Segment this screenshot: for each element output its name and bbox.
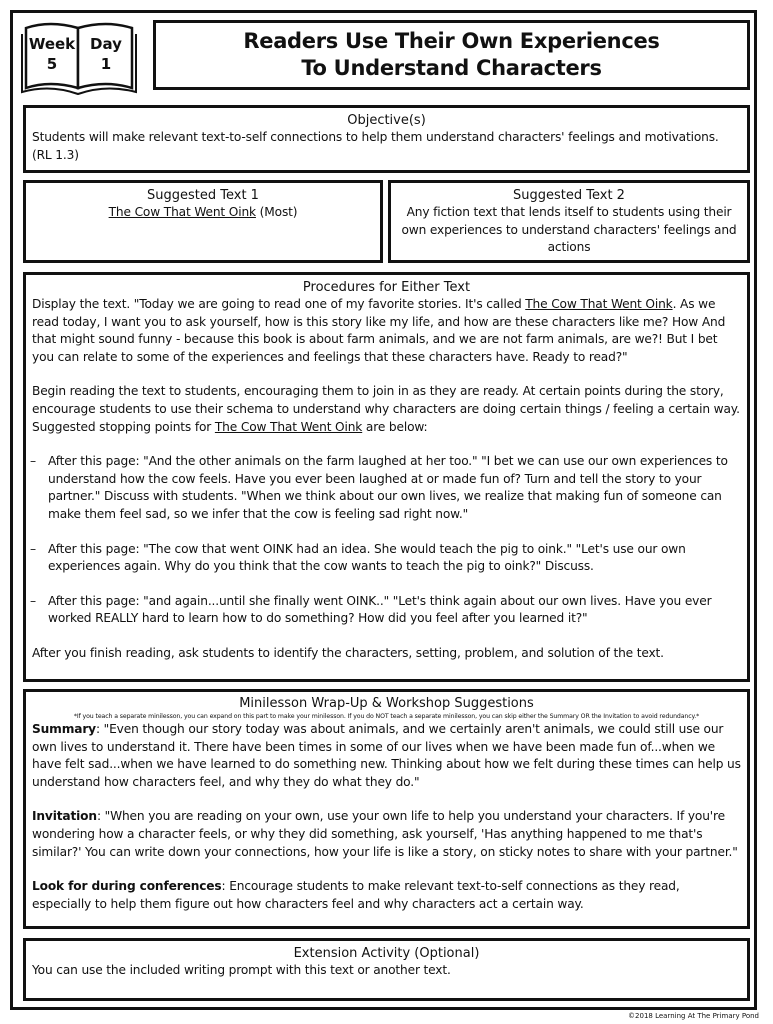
extension-heading: Extension Activity (Optional) xyxy=(293,946,480,961)
bullet-dash: – xyxy=(30,541,36,556)
stopping-point-2-text: After this page: "The cow that went OINK had an idea. She would teach the pig to oink." "Let's use our own experiences again. Why do you think that the cow wants to teach the pig to oink?" Discuss. xyxy=(48,541,686,574)
p1-text-b: . As we read today, I want you to ask yourself, how is this story like my life, and how are these characters like me? How And that might sound funny - because this book is about farm animals, and we are not farm animals, are we?! But I bet you can relate to some of the experiences and feelings that these characters have. Ready to read?" xyxy=(32,297,726,364)
week-value: 5 xyxy=(46,55,58,73)
suggested-text-1-title: The Cow That Went Oink xyxy=(108,205,256,219)
procedures-box xyxy=(23,272,750,682)
bullet-dash: – xyxy=(30,454,36,469)
suggested-text-2-text: Any fiction text that lends itself to students using their own experiences to understand characters' feelings and actions xyxy=(401,205,737,255)
spacer xyxy=(26,366,747,383)
invitation-paragraph xyxy=(26,808,747,861)
conferences-paragraph xyxy=(26,878,747,913)
suggested-text-2-box xyxy=(388,180,750,263)
suggested-text-1-box xyxy=(23,180,383,263)
stopping-point-2 xyxy=(26,541,747,576)
objective-heading: Objective(s) xyxy=(347,113,426,128)
spacer xyxy=(26,524,747,541)
p1-text-a: Display the text. "Today we are going to read one of my favorite stories. It's called xyxy=(32,297,526,311)
spacer xyxy=(26,576,747,593)
p2-text-a: Begin reading the text to students, encouraging them to join in as they are ready. At certain points during the story, encourage students to use their schema to understand why characters are doing certain things / feeling a certain way. Suggested stopping points for xyxy=(32,384,740,434)
extension-box xyxy=(23,938,750,1001)
spacer xyxy=(26,436,747,453)
stopping-point-1 xyxy=(26,453,747,523)
stopping-point-3 xyxy=(26,593,747,628)
day-value: 1 xyxy=(100,55,112,73)
spacer xyxy=(26,861,747,878)
day-label-block xyxy=(80,34,132,74)
extension-text: You can use the included writing prompt with this text or another text. xyxy=(32,963,451,977)
procedures-paragraph-2 xyxy=(26,383,747,436)
title-line-1: Readers Use Their Own Experiences xyxy=(243,29,660,53)
objective-box xyxy=(23,105,750,173)
procedures-paragraph-1 xyxy=(26,296,747,366)
suggested-text-1-heading: Suggested Text 1 xyxy=(147,188,259,203)
procedures-heading: Procedures for Either Text xyxy=(302,280,471,295)
week-label: Week xyxy=(28,35,76,53)
minilesson-heading: Minilesson Wrap-Up & Workshop Suggestions xyxy=(239,696,534,711)
spacer xyxy=(26,628,747,645)
conferences-text: : Encourage students to make relevant text-to-self connections as they read, especially to help them figure out how characters feel and why characters act a certain way. xyxy=(32,879,680,911)
p1-book-title: The Cow That Went Oink xyxy=(525,297,673,311)
stopping-point-3-text: After this page: "and again...until she finally went OINK.." "Let's think again about our own lives. Have you ever worked REALLY hard to learn how to do something? How did you feel after you learned it?" xyxy=(48,593,712,626)
invitation-label: Invitation xyxy=(32,809,97,824)
p2-book-title: The Cow That Went Oink xyxy=(214,419,363,434)
procedures-closing: After you finish reading, ask students to identify the characters, setting, problem, and solution of the text. xyxy=(32,645,664,660)
summary-label: Summary xyxy=(32,722,96,736)
minilesson-note: *If you teach a separate minilesson, you can expand on this part to make your minilesson. If you do NOT teach a separate minilesson, you can skip either the Summary OR the Invitation to avoid redundancy.* xyxy=(73,713,700,720)
stopping-point-1-text: After this page: "And the other animals on the farm laughed at her too." "I bet we can use our own experiences to understand how the cow feels. Have you ever been laughed at or made fun of? Turn and tell the story to your partner." Discuss with students. "When we think about our own lives, we realize that making fun of someone can make them feel sad, so we infer that the cow is feeling sad right now." xyxy=(48,454,728,521)
day-label: Day xyxy=(90,35,122,53)
spacer xyxy=(26,791,747,808)
minilesson-box xyxy=(23,689,750,929)
conferences-label: Look for during conferences xyxy=(32,879,222,894)
objective-text: Students will make relevant text-to-self connections to help them understand characters' feelings and motivations. (RL 1.3) xyxy=(32,130,719,162)
summary-text: : "Even though our story today was about animals, and we certainly aren't animals, we could still use our own lives to understand it. There have been times in some of our lives when we have been made fun of...when we have felt sad...when we have learned to do something new. Thinking about how we felt during these times can help us understand how characters feel, and why they do what they do." xyxy=(32,722,741,789)
suggested-text-2-heading: Suggested Text 2 xyxy=(513,188,625,203)
week-label-block xyxy=(28,34,76,74)
p2-text-b: are below: xyxy=(362,419,428,434)
suggested-text-1-line xyxy=(26,204,380,222)
bullet-dash: – xyxy=(30,593,36,608)
lesson-title xyxy=(153,20,750,90)
copyright-footer: ©2018 Learning At The Primary Pond xyxy=(628,1012,759,1020)
summary-paragraph xyxy=(26,721,747,791)
suggested-text-1-suffix: (Most) xyxy=(255,205,298,219)
invitation-text: : "When you are reading on your own, use your own life to help you understand your characters. If you're wondering how a character feels, or why they did something, ask yourself, 'Has anything happened to me that's similar?' You can write down your connections, how your life is like a story, on sticky notes to share with your partner." xyxy=(32,809,738,859)
title-line-2: To Understand Characters xyxy=(301,56,602,80)
